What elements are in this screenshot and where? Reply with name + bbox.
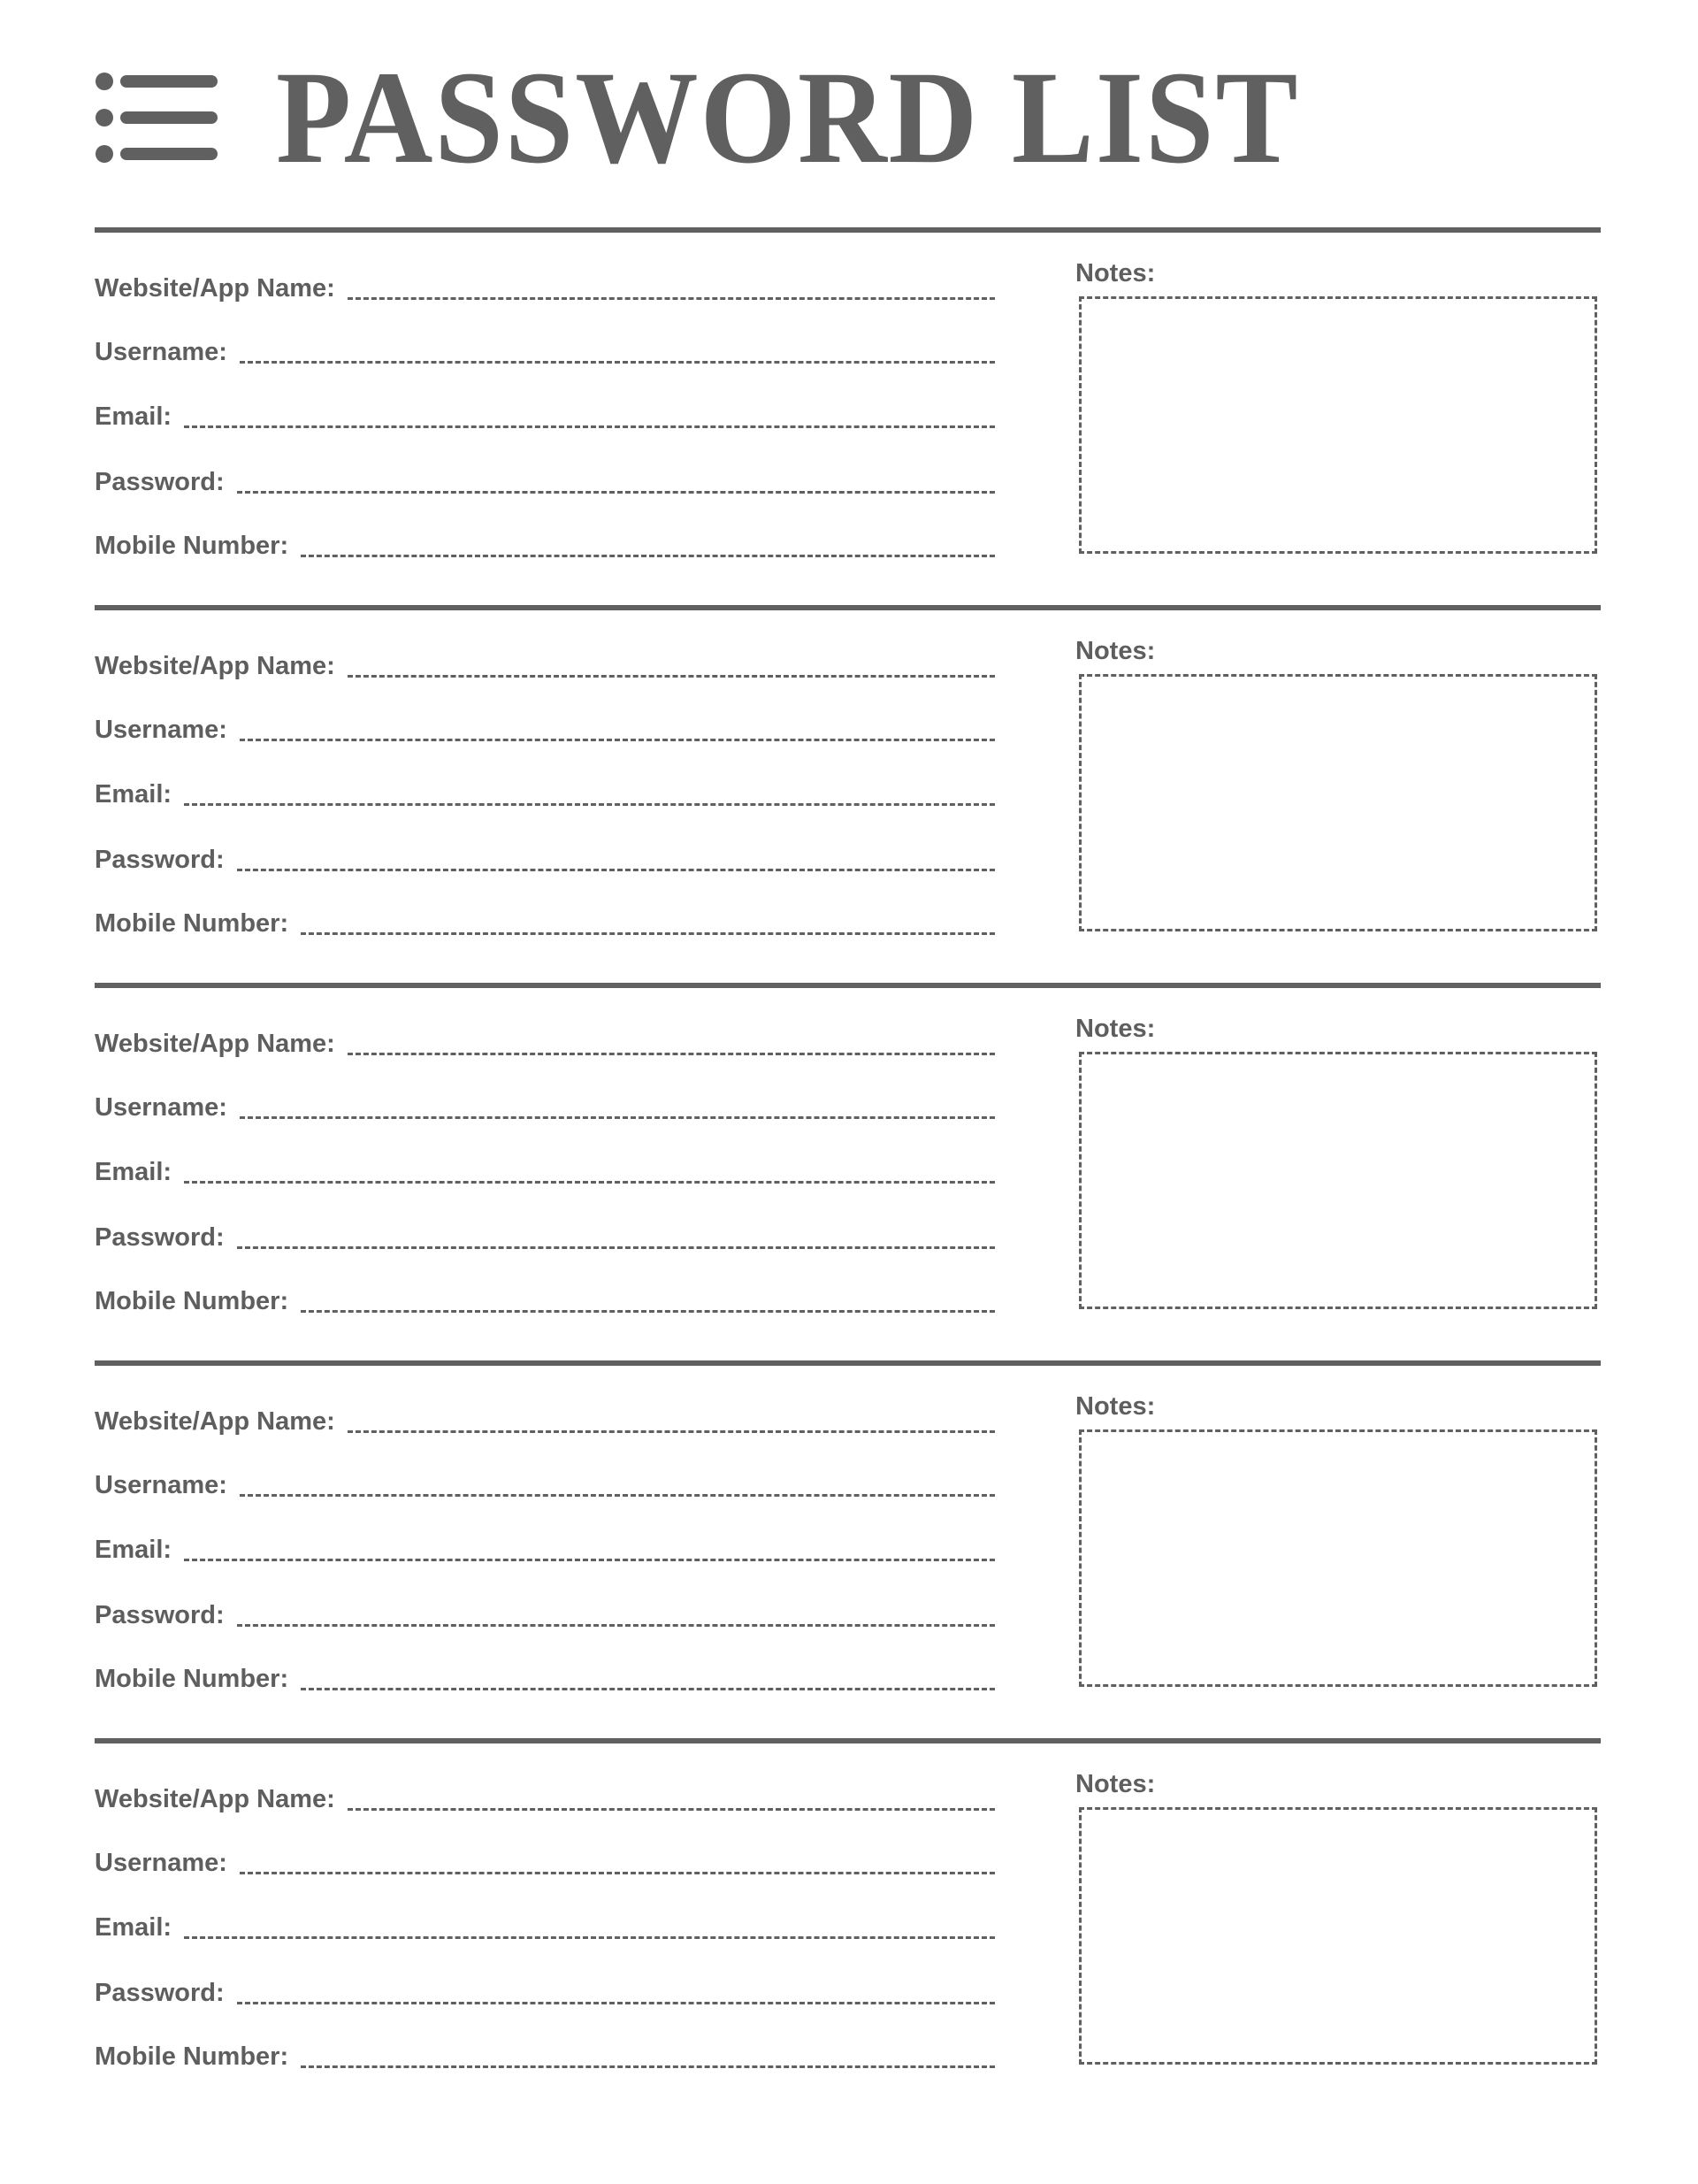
- username-input-line[interactable]: [240, 361, 995, 364]
- email-label: Email:: [95, 402, 172, 431]
- mobile-number-input-line[interactable]: [301, 2065, 995, 2068]
- password-input-line[interactable]: [237, 1624, 995, 1627]
- username-label: Username:: [95, 1849, 227, 1877]
- mobile-number-field[interactable]: [95, 903, 995, 939]
- mobile-number-field[interactable]: [95, 1659, 995, 1694]
- email-label: Email:: [95, 1913, 172, 1942]
- mobile-number-input-line[interactable]: [301, 555, 995, 557]
- email-field[interactable]: [95, 1907, 995, 1943]
- password-input-line[interactable]: [237, 2002, 995, 2004]
- email-label: Email:: [95, 1536, 172, 1564]
- password-entry: [0, 605, 1698, 983]
- password-field[interactable]: [95, 1595, 995, 1630]
- email-input-line[interactable]: [184, 803, 995, 806]
- notes-label: Notes:: [1075, 1770, 1156, 1798]
- notes-label: Notes:: [1075, 1015, 1156, 1043]
- notes-box[interactable]: [1079, 674, 1597, 931]
- password-entry: [0, 983, 1698, 1360]
- website-app-name-field[interactable]: [95, 646, 995, 681]
- website-app-name-input-line[interactable]: [348, 675, 995, 678]
- username-input-line[interactable]: [240, 1494, 995, 1497]
- mobile-number-label: Mobile Number:: [95, 909, 289, 938]
- password-label: Password:: [95, 846, 225, 874]
- notes-label: Notes:: [1075, 637, 1156, 665]
- password-field[interactable]: [95, 1973, 995, 2008]
- website-app-name-input-line[interactable]: [348, 1808, 995, 1811]
- notes-box[interactable]: [1079, 1052, 1597, 1309]
- notes-box[interactable]: [1079, 296, 1597, 554]
- username-label: Username:: [95, 338, 227, 366]
- website-app-name-label: Website/App Name:: [95, 274, 335, 303]
- email-label: Email:: [95, 780, 172, 808]
- notes-box[interactable]: [1079, 1429, 1597, 1687]
- username-field[interactable]: [95, 709, 995, 745]
- section-divider: [95, 1738, 1601, 1743]
- username-label: Username:: [95, 1471, 227, 1499]
- password-input-line[interactable]: [237, 1246, 995, 1249]
- email-field[interactable]: [95, 1529, 995, 1565]
- username-label: Username:: [95, 716, 227, 744]
- email-field[interactable]: [95, 1152, 995, 1187]
- website-app-name-input-line[interactable]: [348, 297, 995, 300]
- email-field[interactable]: [95, 396, 995, 432]
- section-divider: [95, 605, 1601, 610]
- notes-label: Notes:: [1075, 259, 1156, 287]
- website-app-name-label: Website/App Name:: [95, 1785, 335, 1813]
- website-app-name-label: Website/App Name:: [95, 1030, 335, 1058]
- website-app-name-input-line[interactable]: [348, 1430, 995, 1433]
- mobile-number-input-line[interactable]: [301, 1310, 995, 1313]
- mobile-number-input-line[interactable]: [301, 1688, 995, 1690]
- password-entry: [0, 1738, 1698, 2116]
- mobile-number-field[interactable]: [95, 1281, 995, 1316]
- mobile-number-input-line[interactable]: [301, 932, 995, 935]
- website-app-name-field[interactable]: [95, 1401, 995, 1437]
- username-field[interactable]: [95, 1465, 995, 1500]
- email-field[interactable]: [95, 774, 995, 809]
- password-field[interactable]: [95, 1217, 995, 1253]
- website-app-name-input-line[interactable]: [348, 1053, 995, 1055]
- mobile-number-label: Mobile Number:: [95, 2042, 289, 2071]
- notes-box[interactable]: [1079, 1807, 1597, 2065]
- password-entry: [0, 1360, 1698, 1738]
- website-app-name-field[interactable]: [95, 268, 995, 303]
- password-label: Password:: [95, 1601, 225, 1629]
- section-divider: [95, 983, 1601, 988]
- username-field[interactable]: [95, 1087, 995, 1123]
- password-label: Password:: [95, 1979, 225, 2007]
- notes-label: Notes:: [1075, 1392, 1156, 1421]
- password-label: Password:: [95, 468, 225, 496]
- username-input-line[interactable]: [240, 1116, 995, 1119]
- email-input-line[interactable]: [184, 1936, 995, 1939]
- mobile-number-field[interactable]: [95, 2036, 995, 2072]
- mobile-number-label: Mobile Number:: [95, 532, 289, 560]
- mobile-number-label: Mobile Number:: [95, 1665, 289, 1693]
- list-icon: [96, 71, 219, 163]
- email-label: Email:: [95, 1158, 172, 1186]
- password-entry: [0, 227, 1698, 605]
- username-field[interactable]: [95, 332, 995, 367]
- section-divider: [95, 227, 1601, 233]
- username-field[interactable]: [95, 1843, 995, 1878]
- mobile-number-label: Mobile Number:: [95, 1287, 289, 1315]
- password-field[interactable]: [95, 839, 995, 875]
- password-input-line[interactable]: [237, 491, 995, 494]
- page-title: PASSWORD LIST: [276, 44, 1300, 191]
- email-input-line[interactable]: [184, 1181, 995, 1184]
- password-label: Password:: [95, 1223, 225, 1252]
- mobile-number-field[interactable]: [95, 525, 995, 561]
- username-input-line[interactable]: [240, 739, 995, 741]
- username-input-line[interactable]: [240, 1872, 995, 1874]
- username-label: Username:: [95, 1093, 227, 1122]
- section-divider: [95, 1360, 1601, 1366]
- website-app-name-label: Website/App Name:: [95, 1407, 335, 1436]
- email-input-line[interactable]: [184, 425, 995, 428]
- password-field[interactable]: [95, 462, 995, 497]
- password-input-line[interactable]: [237, 869, 995, 871]
- website-app-name-label: Website/App Name:: [95, 652, 335, 680]
- website-app-name-field[interactable]: [95, 1779, 995, 1814]
- website-app-name-field[interactable]: [95, 1023, 995, 1059]
- email-input-line[interactable]: [184, 1559, 995, 1561]
